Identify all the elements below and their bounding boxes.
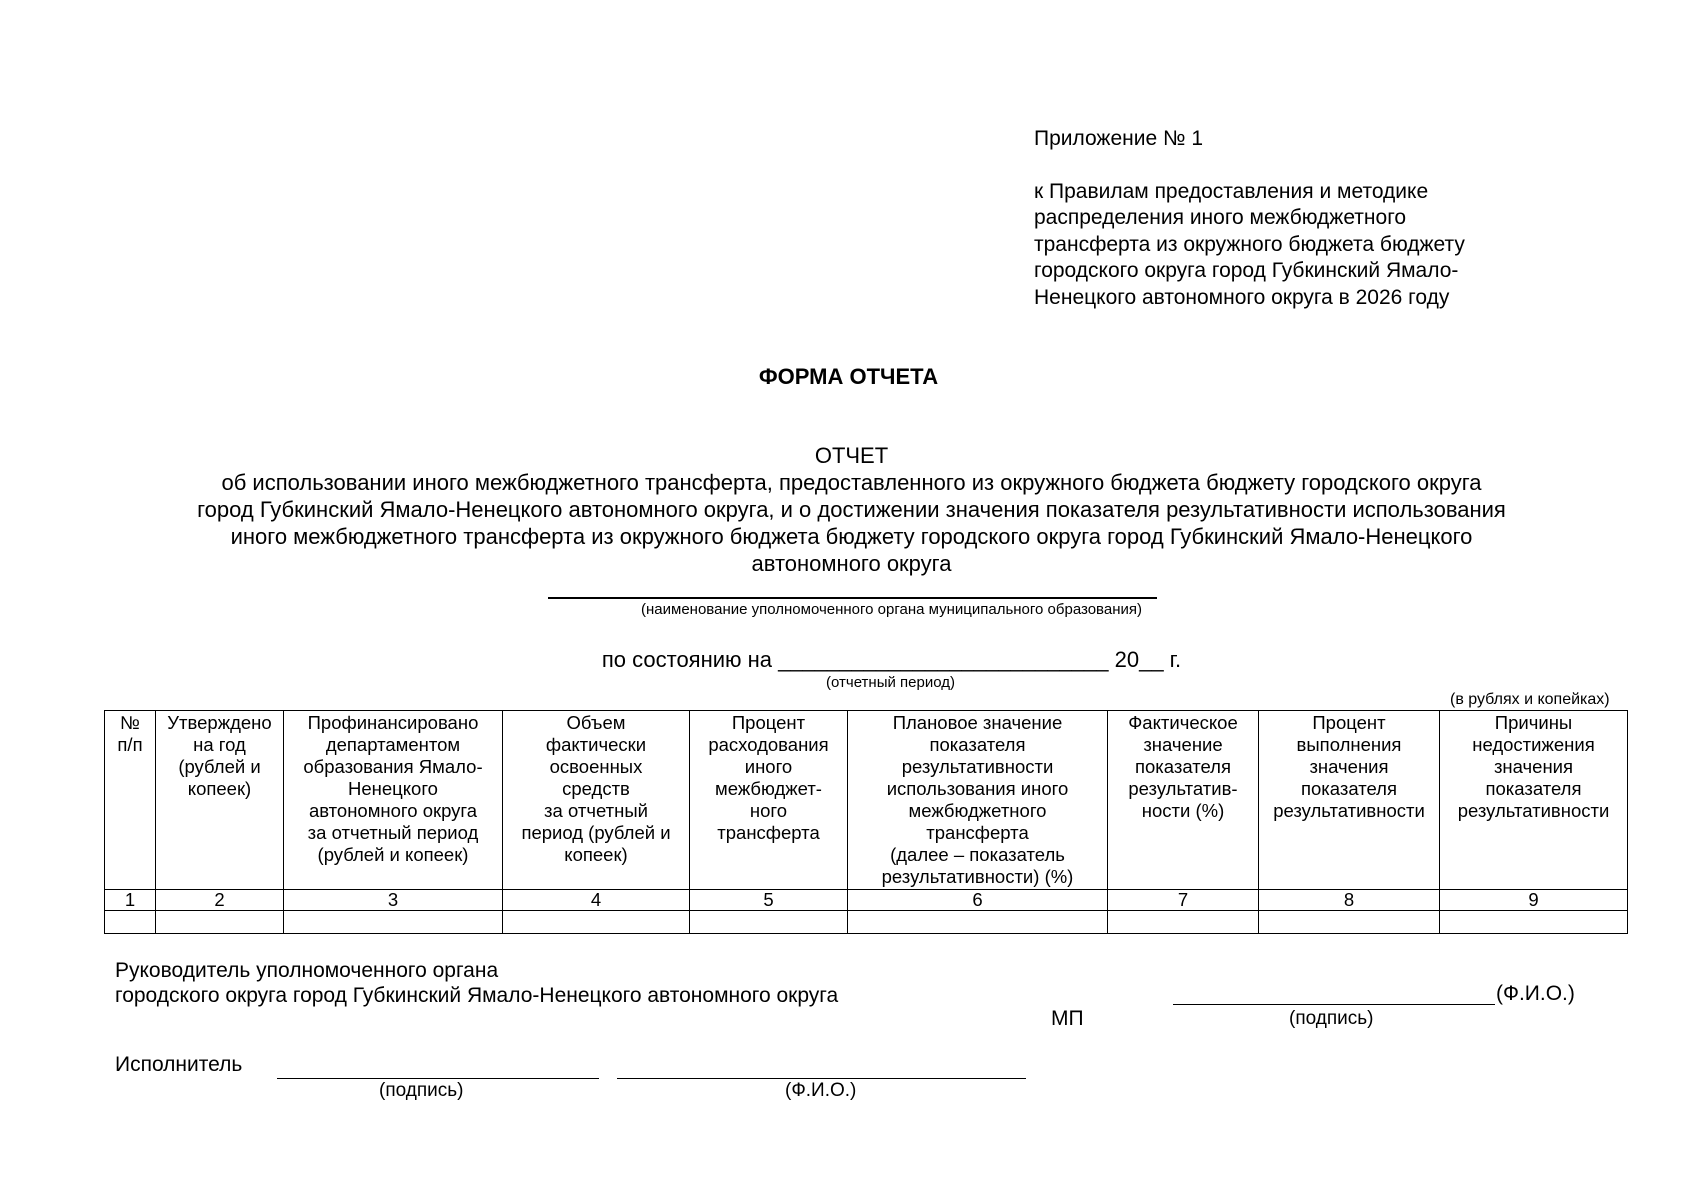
header-cell: Профинансировано департаментом образования Ямало- Ненецкого автономного округа за отчетный период (рублей и копеек) xyxy=(284,711,503,890)
empty-cell xyxy=(1259,911,1440,934)
empty-cell xyxy=(156,911,284,934)
head-signature-caption: (подпись) xyxy=(1289,1008,1374,1029)
column-number: 1 xyxy=(105,890,156,911)
appendix-line: трансферта из окружного бюджета бюджету xyxy=(1034,232,1465,256)
column-number: 6 xyxy=(848,890,1108,911)
report-title-line: автономного округа xyxy=(751,551,952,576)
column-number: 5 xyxy=(690,890,848,911)
head-fio-label: (Ф.И.О.) xyxy=(1496,982,1575,1005)
empty-cell xyxy=(105,911,156,934)
header-cell: Фактическое значение показателя результатив- ности (%) xyxy=(1108,711,1259,890)
head-signature-block xyxy=(115,958,838,1008)
report-title-line: иного межбюджетного трансферта из окружного бюджета бюджету городского округа город Губкинский Ямало-Ненецкого xyxy=(230,524,1473,549)
empty-cell xyxy=(1440,911,1628,934)
empty-data-row xyxy=(105,911,1628,934)
appendix-line: Ненецкого автономного округа в 2026 году xyxy=(1034,285,1450,309)
appendix-number: Приложение № 1 xyxy=(1034,127,1204,150)
report-title-line: об использовании иного межбюджетного трансферта, предоставленного из окружного бюджета бюджету городского округа xyxy=(221,470,1482,495)
head-signature-line xyxy=(1173,980,1495,1005)
report-table xyxy=(104,710,1628,934)
header-cell: Процент расходования иного межбюджет- ного трансферта xyxy=(690,711,848,890)
stamp-place-label: МП xyxy=(1051,1007,1084,1030)
appendix-block xyxy=(1034,126,1594,311)
column-number: 3 xyxy=(284,890,503,911)
form-title: ФОРМА ОТЧЕТА xyxy=(758,364,939,389)
header-cell: Утверждено на год (рублей и копеек) xyxy=(156,711,284,890)
report-title-line: город Губкинский Ямало-Ненецкого автономного округа, и о достижении значения показателя результативности использования xyxy=(197,497,1506,522)
table-header-row xyxy=(105,711,1628,890)
empty-cell xyxy=(503,911,690,934)
header-cell: Плановое значение показателя результативности использования иного межбюджетного трансферта (далее – показатель результативности) (%) xyxy=(848,711,1108,890)
head-title-line: городского округа город Губкинский Ямало-Ненецкого автономного округа xyxy=(115,984,839,1007)
column-number: 8 xyxy=(1259,890,1440,911)
header-cell: № п/п xyxy=(105,711,156,890)
executor-fio-caption: (Ф.И.О.) xyxy=(785,1080,857,1101)
empty-cell xyxy=(1108,911,1259,934)
empty-cell xyxy=(284,911,503,934)
executor-label: Исполнитель xyxy=(115,1053,243,1076)
executor-signature-caption: (подпись) xyxy=(379,1080,464,1101)
appendix-line: распределения иного межбюджетного xyxy=(1034,206,1407,229)
appendix-line: городского округа город Губкинский Ямало- xyxy=(1034,259,1459,282)
organ-caption: (наименование уполномоченного органа муниципального образования) xyxy=(641,601,1142,618)
report-title-line: ОТЧЕТ xyxy=(814,443,889,468)
executor-signature-line xyxy=(277,1053,599,1079)
column-number: 9 xyxy=(1440,890,1628,911)
header-cell: Объем фактически освоенных средств за отчетный период (рублей и копеек) xyxy=(503,711,690,890)
head-title-line: Руководитель уполномоченного органа xyxy=(115,959,499,982)
column-number: 7 xyxy=(1108,890,1259,911)
period-caption: (отчетный период) xyxy=(826,674,955,691)
column-number: 4 xyxy=(503,890,690,911)
report-title xyxy=(100,442,1603,577)
empty-cell xyxy=(848,911,1108,934)
organ-name-line xyxy=(548,575,1157,599)
appendix-line: к Правилам предоставления и методике xyxy=(1034,179,1429,203)
column-number: 2 xyxy=(156,890,284,911)
empty-cell xyxy=(690,911,848,934)
header-cell: Процент выполнения значения показателя результативности xyxy=(1259,711,1440,890)
column-number-row xyxy=(105,890,1628,911)
executor-fio-line xyxy=(617,1053,1026,1079)
header-cell: Причины недостижения значения показателя результативности xyxy=(1440,711,1628,890)
status-date-line: по состоянию на ___________________________ 20__ г. xyxy=(601,647,1182,672)
currency-note: (в рублях и копейках) xyxy=(1450,691,1610,708)
